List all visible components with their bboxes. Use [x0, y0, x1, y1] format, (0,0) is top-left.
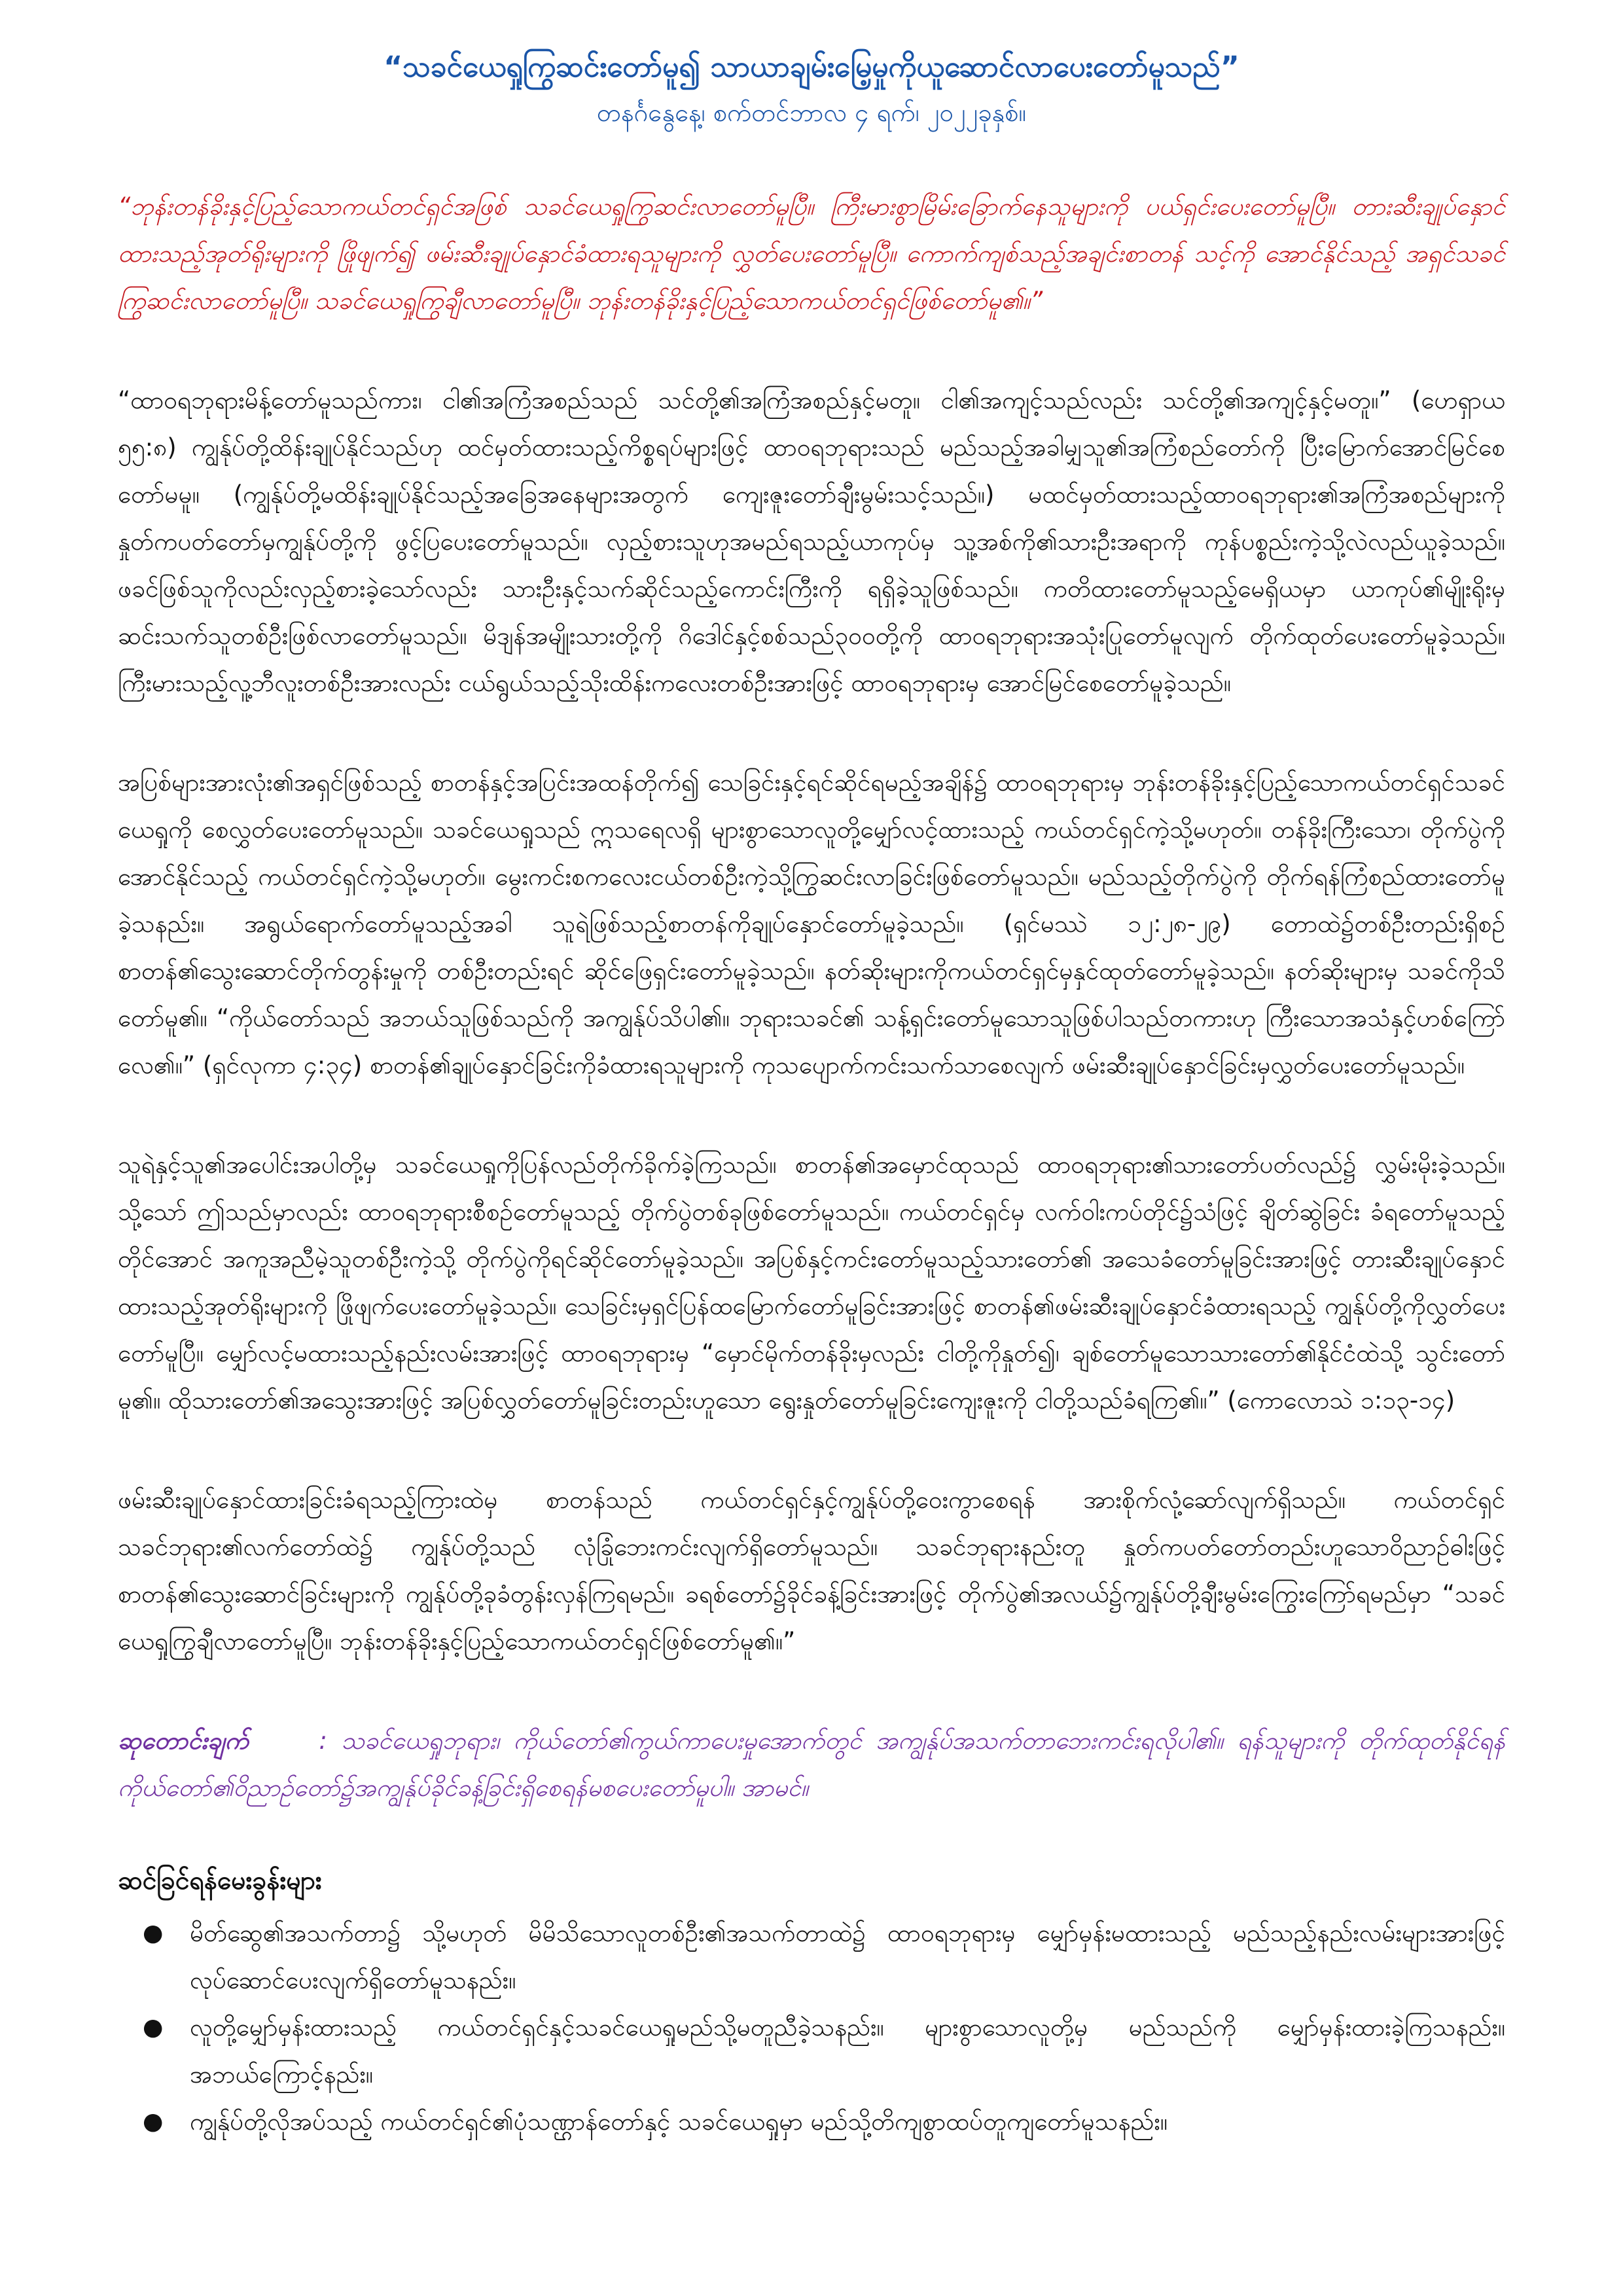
page-date: တနင်္ဂနွေနေ့၊ စက်တင်ဘာလ ၄ ရက်၊ ၂၀၂၂ခုနှစ်။ — [596, 98, 1027, 127]
bullet-icon: ● — [143, 2108, 164, 2135]
prayer-separator: : — [319, 1727, 327, 1755]
prayer-label: ဆုတောင်းချက် — [118, 1727, 249, 1755]
lead-quote: “ဘုန်းတန်ခိုးနှင့်ပြည့်သောကယ်တင်ရှင်အဖြစ် သခင်ယေရှုကြွဆင်းလာတော်မူပြီ။ ကြီးမားစွာမြိမ်းခြောက်နေသူများကို ပယ်ရှင်းပေးတော်မူပြီ။ တားဆီးချုပ်နှောင်ထားသည့်အုတ်ရိုးများကို ဖြိုဖျက်၍ ဖမ်းဆီးချုပ်နှောင်ခံထားရသူများကို လွှတ်ပေးတော်မူပြီ။ ကောက်ကျစ်သည့်အချင်းစာတန် သင့်ကို အောင်နိုင်သည့် အရှင်သခင်ကြွဆင်းလာတော်မူပြီ။ သခင်ယေရှုကြွချီလာတော်မူပြီ။ ဘုန်းတန်ခိုးနှင့်ပြည့်သောကယ်တင်ရှင်ဖြစ်တော်မူ၏။” — [118, 192, 1505, 315]
bullet-icon: ● — [143, 2014, 164, 2041]
question-text: မိတ်ဆွေ၏အသက်တာ၌ သို့မဟုတ် မိမိသိသောလူတစ်ဦး၏အသက်တာထဲ၌ ထာဝရဘုရားမှ မျှော်မှန်းမထားသည့် မည်သည့်နည်းလမ်းများအားဖြင့် လုပ်ဆောင်ပေးလျက်ရှိတော်မူသနည်း။ — [190, 1919, 1505, 1994]
prayer-text: သခင်ယေရှုဘုရား၊ ကိုယ်တော်၏ကွယ်ကာပေးမှုအောက်တွင် အကျွန်ုပ်အသက်တာဘေးကင်းရလိုပါ၏။ ရန်သူများကို တိုက်ထုတ်နိုင်ရန် ကိုယ်တော်၏ဝိညာဉ်တော်၌အကျွန်ုပ်ခိုင်ခန့်ခြင်းရှိစေရန်မစပေးတော်မူပါ။ အာမင်။ — [118, 1727, 1506, 1802]
question-item — [143, 2004, 1505, 2098]
question-item — [143, 2098, 1505, 2145]
body-paragraph-4: ဖမ်းဆီးချုပ်နှောင်ထားခြင်းခံရသည့်ကြားထဲမှ စာတန်သည် ကယ်တင်ရှင်နှင့်ကျွန်ုပ်တို့ဝေးကွာစေရန် အားစိုက်လုံ့ဆော်လျက်ရှိသည်။ ကယ်တင်ရှင်သခင်ဘုရား၏လက်တော်ထဲ၌ ကျွန်ုပ်တို့သည် လုံခြုံဘေးကင်းလျက်ရှိတော်မူသည်။ သခင်ဘုရားနည်းတူ နှုတ်ကပတ်တော်တည်းဟူသောဝိညာဉ်ဓါးဖြင့် စာတန်၏သွေးဆောင်ခြင်းများကို ကျွန်ုပ်တို့ခုခံတွန်းလှန်ကြရမည်။ ခရစ်တော်၌ခိုင်ခန့်ခြင်းအားဖြင့် တိုက်ပွဲ၏အလယ်၌ကျွန်ုပ်တို့ချီးမွမ်းကြွေးကြော်ရမည်မှာ “သခင်ယေရှုကြွချီလာတော်မူပြီ။ ဘုန်းတန်ခိုးနှင့်ပြည့်သောကယ်တင်ရှင်ဖြစ်တော်မူ၏။” — [118, 1486, 1505, 1655]
questions-list — [118, 1910, 1505, 2145]
body-paragraph-3: သူရဲနှင့်သူ၏အပေါင်းအပါတို့မှ သခင်ယေရှုကိုပြန်လည်တိုက်ခိုက်ခဲ့ကြသည်။ စာတန်၏အမှောင်ထုသည် ထာဝရဘုရား၏သားတော်ပတ်လည်၌ လွှမ်းမိုးခဲ့သည်။ သို့သော် ဤသည်မှာလည်း ထာဝရဘုရားစီစဉ်တော်မူသည့် တိုက်ပွဲတစ်ခုဖြစ်တော်မူသည်။ ကယ်တင်ရှင်မှ လက်ဝါးကပ်တိုင်၌သံဖြင့် ချိတ်ဆွဲခြင်း ခံရတော်မူသည့်တိုင်အောင် အကူအညီမဲ့သူတစ်ဦးကဲ့သို့ တိုက်ပွဲကိုရင်ဆိုင်တော်မူခဲ့သည်။ အပြစ်နှင့်ကင်းတော်မူသည့်သားတော်၏ အသေခံတော်မူခြင်းအားဖြင့် တားဆီးချုပ်နှောင်ထားသည့်အုတ်ရိုးများကို ဖြိုဖျက်ပေးတော်မူခဲ့သည်။ သေခြင်းမှရှင်ပြန်ထမြောက်တော်မူခြင်းအားဖြင့် စာတန်၏ဖမ်းဆီးချုပ်နှောင်ခံထားရသည့် ကျွန်ုပ်တို့ကိုလွှတ်ပေးတော်မူပြီ။ မျှော်လင့်မထားသည့်နည်းလမ်းအားဖြင့် ထာဝရဘုရားမှ “မှောင်မိုက်တန်ခိုးမှလည်း ငါတို့ကိုနှုတ်၍၊ ချစ်တော်မူသောသားတော်၏နိုင်ငံထဲသို့ သွင်းတော်မူ၏။ ထိုသားတော်၏အသွေးအားဖြင့် အပြစ်လွှတ်တော်မူခြင်းတည်းဟူသော ရွေးနှုတ်တော်မူခြင်းကျေးဇူးကို ငါတို့သည်ခံရကြ၏။” (ကောလောသဲ ၁:၁၃-၁၄) — [118, 1151, 1505, 1414]
page-title: “သခင်ယေရှုကြွဆင်းတော်မူ၍ သာယာချမ်းမြေ့မှုကိုယူဆောင်လာပေးတော်မူသည်” — [383, 50, 1240, 84]
question-item — [143, 1910, 1505, 2004]
question-text: လူတို့မျှော်မှန်းထားသည့် ကယ်တင်ရှင်နှင့်သခင်ယေရှုမည်သို့မတူညီခဲ့သနည်း။ များစွာသောလူတို့မှ မည်သည်ကို မျှော်မှန်းထားခဲ့ကြသနည်း။ အဘယ်ကြောင့်နည်း။ — [190, 2013, 1505, 2089]
questions-heading: ဆင်ခြင်ရန်မေးခွန်းများ — [118, 1866, 322, 1895]
body-paragraph-1: “ထာဝရဘုရားမိန့်တော်မူသည်ကား၊ ငါ၏အကြံအစည်သည် သင်တို့၏အကြံအစည်နှင့်မတူ။ ငါ၏အကျင့်သည်လည်း သင်တို့၏အကျင့်နှင့်မတူ။” (ဟေရှာယ ၅၅:၈) ကျွန်ုပ်တို့ထိန်းချုပ်နိုင်သည်ဟု ထင်မှတ်ထားသည့်ကိစ္စရပ်များဖြင့် ထာဝရဘုရားသည် မည်သည့်အခါမျှသူ၏အကြံစည်တော်ကို ပြီးမြောက်အောင်မြင်စေတော်မမူ။ (ကျွန်ုပ်တို့မထိန်းချုပ်နိုင်သည့်အခြေအနေများအတွက် ကျေးဇူးတော်ချီးမွမ်းသင့်သည်။) မထင်မှတ်ထားသည့်ထာဝရဘုရား၏အကြံအစည်များကို နှုတ်ကပတ်တော်မှကျွန်ုပ်တို့ကို ဖွင့်ပြပေးတော်မူသည်။ လှည့်စားသူဟုအမည်ရသည့်ယာကုပ်မှ သူ့အစ်ကို၏သားဦးအရာကို ကုန်ပစ္စည်းကဲ့သို့လဲလည်ယူခဲ့သည်။ ဖခင်ဖြစ်သူကိုလည်းလှည့်စားခဲ့သော်လည်း သားဦးနှင့်သက်ဆိုင်သည့်ကောင်းကြီးကို ရရှိခဲ့သူဖြစ်သည်။ ကတိထားတော်မူသည့်မေရှိယမှာ ယာကုပ်၏မျိုးရိုးမှ ဆင်းသက်သူတစ်ဦးဖြစ်လာတော်မူသည်။ မိဒျန်အမျိုးသားတို့ကို ဂိဒေါင်နှင့်စစ်သည်၃၀၀တို့ကို ထာဝရဘုရားအသုံးပြုတော်မူလျက် တိုက်ထုတ်ပေးတော်မူခဲ့သည်။ ကြီးမားသည့်လူ့ဘီလူးတစ်ဦးအားလည်း ငယ်ရွယ်သည့်သိုးထိန်းကလေးတစ်ဦးအားဖြင့် ထာဝရဘုရားမှ အောင်မြင်စေတော်မူခဲ့သည်။ — [118, 386, 1505, 697]
bullet-icon: ● — [143, 1920, 164, 1946]
prayer-block — [118, 1717, 1505, 1812]
body-paragraph-2: အပြစ်များအားလုံး၏အရှင်ဖြစ်သည့် စာတန်နှင့်အပြင်းအထန်တိုက်၍ သေခြင်းနှင့်ရင်ဆိုင်ရမည့်အချိန်၌ ထာဝရဘုရားမှ ဘုန်းတန်ခိုးနှင့်ပြည့်သောကယ်တင်ရှင်သခင်ယေရှုကို စေလွှတ်ပေးတော်မူသည်။ သခင်ယေရှုသည် ဣသရေလရှိ များစွာသောလူတို့မျှော်လင့်ထားသည့် ကယ်တင်ရှင်ကဲ့သို့မဟုတ်။ တန်ခိုးကြီးသော၊ တိုက်ပွဲကိုအောင်နိုင်သည့် ကယ်တင်ရှင်ကဲ့သို့မဟုတ်။ မွေးကင်းစကလေးငယ်တစ်ဦးကဲ့သို့ကြွဆင်းလာခြင်းဖြစ်တော်မူသည်။ မည်သည့်တိုက်ပွဲကို တိုက်ရန်ကြံစည်ထားတော်မူခဲ့သနည်း။ အရွယ်ရောက်တော်မူသည့်အခါ သူရဲဖြစ်သည့်စာတန်ကိုချုပ်နှောင်တော်မူခဲ့သည်။ (ရှင်မဿဲ ၁၂:၂၈-၂၉) တောထဲ၌တစ်ဦးတည်းရှိစဉ် စာတန်၏သွေးဆောင်တိုက်တွန်းမှုကို တစ်ဦးတည်းရင် ဆိုင်ဖြေရှင်းတော်မူခဲ့သည်။ နတ်ဆိုးများကိုကယ်တင်ရှင်မှနှင်ထုတ်တော်မူခဲ့သည်။ နတ်ဆိုးများမှ သခင်ကိုသိတော်မူ၏။ “ကိုယ်တော်သည် အဘယ်သူဖြစ်သည်ကို အကျွန်ုပ်သိပါ၏။ ဘုရားသခင်၏ သန့်ရှင်းတော်မူသောသူဖြစ်ပါသည်တကားဟု ကြီးသောအသံနှင့်ဟစ်ကြော်လေ၏။” (ရှင်လုကာ ၄:၃၄) စာတန်၏ချုပ်နှောင်ခြင်းကိုခံထားရသူများကို ကုသပျောက်ကင်းသက်သာစေလျက် ဖမ်းဆီးချုပ်နှောင်ခြင်းမှလွှတ်ပေးတော်မူသည်။ — [118, 768, 1505, 1079]
question-text: ကျွန်ုပ်တို့လိုအပ်သည့် ကယ်တင်ရှင်၏ပုံသဏ္ဌာန်တော်နှင့် သခင်ယေရှုမှာ မည်သို့တိကျစွာထပ်တူကျတော်မူသနည်း။ — [190, 2108, 1168, 2136]
